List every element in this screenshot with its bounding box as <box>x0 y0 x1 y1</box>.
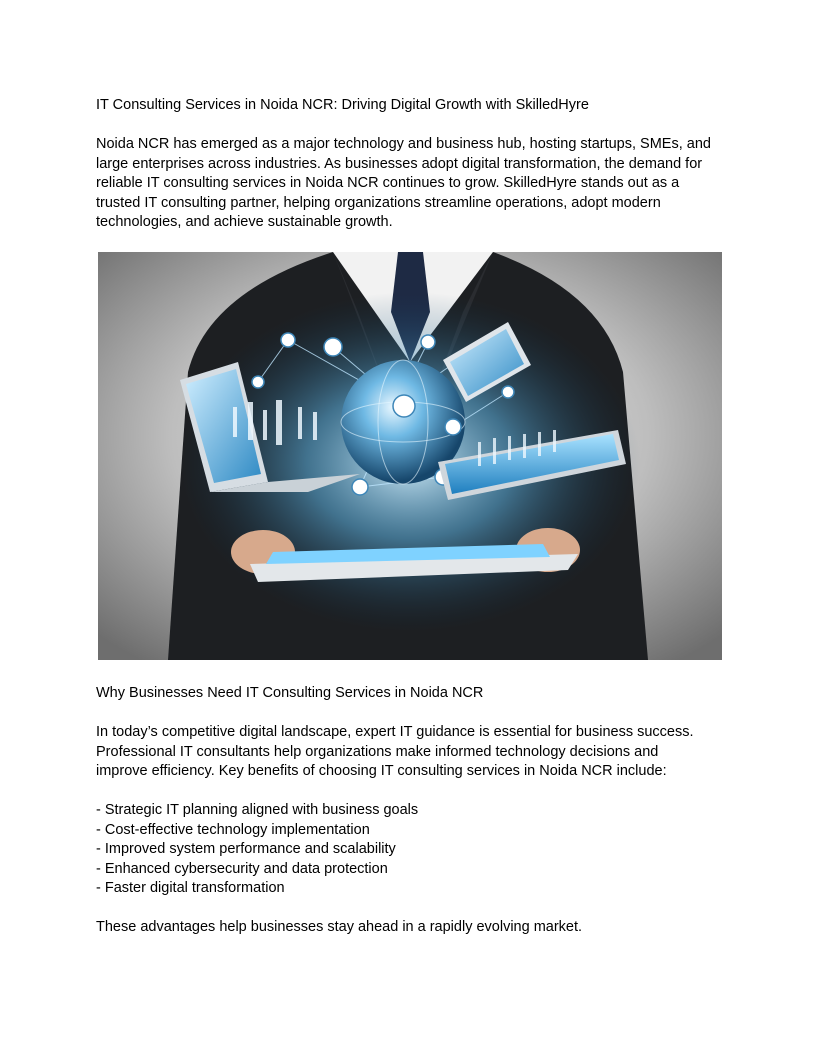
document-page <box>96 96 724 938</box>
intro-line: Noida NCR has emerged as a major technology and business hub, hosting startups, SMEs, and <box>96 136 711 152</box>
section-line: improve efficiency. Key benefits of choosing IT consulting services in Noida NCR include: <box>96 763 667 779</box>
intro-line: technologies, and achieve sustainable growth. <box>96 214 393 230</box>
benefits-list <box>96 801 724 899</box>
section-line: Professional IT consultants help organizations make informed technology decisions and <box>96 743 659 760</box>
closing-paragraph: These advantages help businesses stay ahead in a rapidly evolving market. <box>96 919 583 935</box>
intro-line: reliable IT consulting services in Noida NCR continues to grow. SkilledHyre stands out as a <box>96 175 680 191</box>
list-item: - Strategic IT planning aligned with business goals <box>96 802 419 818</box>
list-item: - Cost-effective technology implementation <box>96 821 370 838</box>
intro-line: trusted IT consulting partner, helping organizations streamline operations, adopt modern <box>96 194 661 211</box>
section-paragraph <box>96 723 724 782</box>
hero-image <box>98 252 722 660</box>
section-heading: Why Businesses Need IT Consulting Services in Noida NCR <box>96 685 484 701</box>
list-item: - Enhanced cybersecurity and data protection <box>96 860 388 877</box>
intro-line: large enterprises across industries. As businesses adopt digital transformation, the demand for <box>96 155 703 172</box>
list-item: - Improved system performance and scalability <box>96 841 396 857</box>
intro-paragraph <box>96 135 724 233</box>
document-title: IT Consulting Services in Noida NCR: Driving Digital Growth with SkilledHyre <box>96 97 589 113</box>
section-line: In today’s competitive digital landscape, expert IT guidance is essential for business success. <box>96 724 694 740</box>
list-item: - Faster digital transformation <box>96 880 285 896</box>
